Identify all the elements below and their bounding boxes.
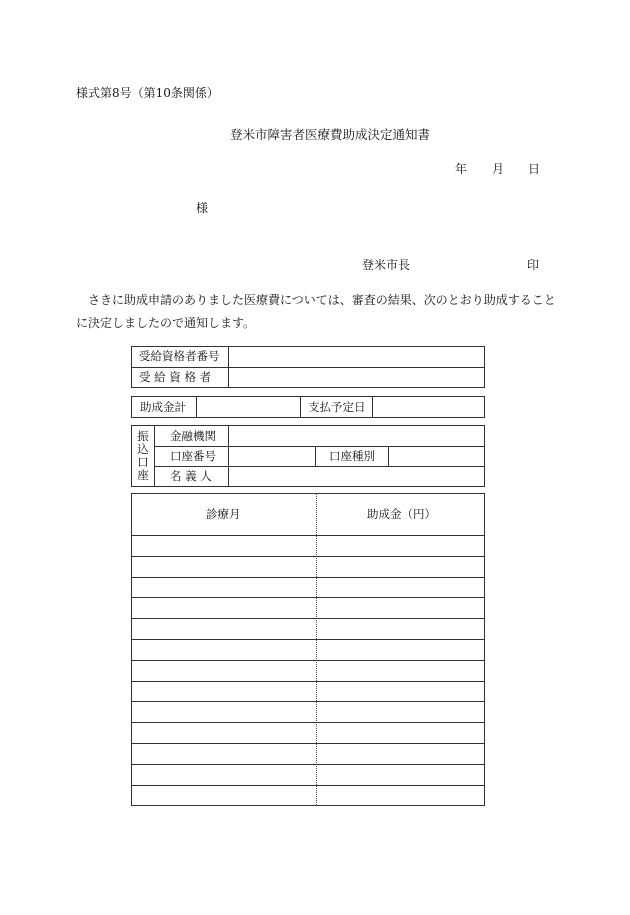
table-row: [132, 701, 484, 722]
total-amount-label: 助成金計: [140, 400, 186, 414]
treatment-month-cell[interactable]: [132, 660, 315, 681]
treatment-month-cell[interactable]: [132, 764, 315, 785]
subsidy-amount-cell[interactable]: [318, 764, 484, 785]
detail-table: [131, 493, 485, 806]
date-month: 月: [492, 162, 505, 176]
treatment-month-cell[interactable]: [132, 618, 315, 639]
subsidy-amount-cell[interactable]: [318, 660, 484, 681]
bank-label: 金融機関: [170, 429, 216, 443]
treatment-month-cell[interactable]: [132, 556, 315, 577]
recipient-number-field[interactable]: [230, 348, 482, 366]
subsidy-amount-cell[interactable]: [318, 681, 484, 702]
treatment-month-header: 診療月: [206, 507, 241, 521]
account-number-field[interactable]: [230, 447, 314, 465]
table-row: [132, 639, 484, 660]
treatment-month-cell[interactable]: [132, 535, 315, 556]
date-day: 日: [528, 162, 541, 176]
subsidy-amount-cell[interactable]: [318, 639, 484, 660]
table-row: [132, 660, 484, 681]
treatment-month-cell[interactable]: [132, 722, 315, 743]
recipient-table: [131, 346, 485, 388]
table-row: [132, 681, 484, 702]
bank-field[interactable]: [230, 427, 482, 445]
treatment-month-cell[interactable]: [132, 785, 315, 806]
subsidy-amount-cell[interactable]: [318, 597, 484, 618]
table-row: [132, 764, 484, 785]
account-type-label: 口座種別: [329, 449, 375, 463]
subsidy-amount-cell[interactable]: [318, 785, 484, 806]
subsidy-amount-header: 助成金（円）: [367, 507, 436, 521]
payment-table: [131, 396, 485, 418]
transfer-section-label: 振 込 口 座: [137, 429, 149, 482]
recipient-number-label: 受給資格者番号: [139, 349, 220, 363]
transfer-account-table: [131, 425, 485, 487]
notice-body: さきに助成申請のありました医療費については、審査の結果、次のとおり助成することに決定しましたので通知します。: [76, 293, 556, 330]
table-row: [132, 722, 484, 743]
document-title: 登米市障害者医療費助成決定通知書: [230, 127, 431, 142]
treatment-month-cell[interactable]: [132, 681, 315, 702]
account-type-field[interactable]: [390, 447, 482, 465]
addressee-suffix: 様: [196, 201, 209, 215]
table-row: [132, 618, 484, 639]
account-holder-field[interactable]: [230, 467, 482, 485]
date-year: 年: [455, 162, 468, 176]
subsidy-amount-cell[interactable]: [318, 618, 484, 639]
subsidy-amount-cell[interactable]: [318, 577, 484, 598]
payment-date-label: 支払予定日: [308, 400, 366, 414]
table-row: [132, 743, 484, 764]
account-holder-label: 名 義 人: [170, 469, 212, 483]
table-row: [132, 597, 484, 618]
treatment-month-cell[interactable]: [132, 577, 315, 598]
recipient-name-label: 受 給 資 格 者: [139, 370, 212, 384]
table-row: [132, 577, 484, 598]
seal-mark: 印: [527, 258, 540, 272]
payment-date-field[interactable]: [374, 398, 482, 416]
recipient-name-field[interactable]: [230, 369, 482, 386]
subsidy-amount-cell[interactable]: [318, 701, 484, 722]
table-row: [132, 785, 484, 806]
table-row: [132, 556, 484, 577]
subsidy-amount-cell[interactable]: [318, 535, 484, 556]
treatment-month-cell[interactable]: [132, 743, 315, 764]
issuer-name: 登米市長: [362, 258, 411, 272]
subsidy-amount-cell[interactable]: [318, 722, 484, 743]
table-row: [132, 535, 484, 556]
subsidy-amount-cell[interactable]: [318, 556, 484, 577]
form-id: 様式第8号（第10条関係）: [76, 86, 219, 100]
treatment-month-cell[interactable]: [132, 701, 315, 722]
treatment-month-cell[interactable]: [132, 597, 315, 618]
total-amount-field[interactable]: [198, 398, 298, 416]
subsidy-amount-cell[interactable]: [318, 743, 484, 764]
account-number-label: 口座番号: [170, 449, 216, 463]
treatment-month-cell[interactable]: [132, 639, 315, 660]
